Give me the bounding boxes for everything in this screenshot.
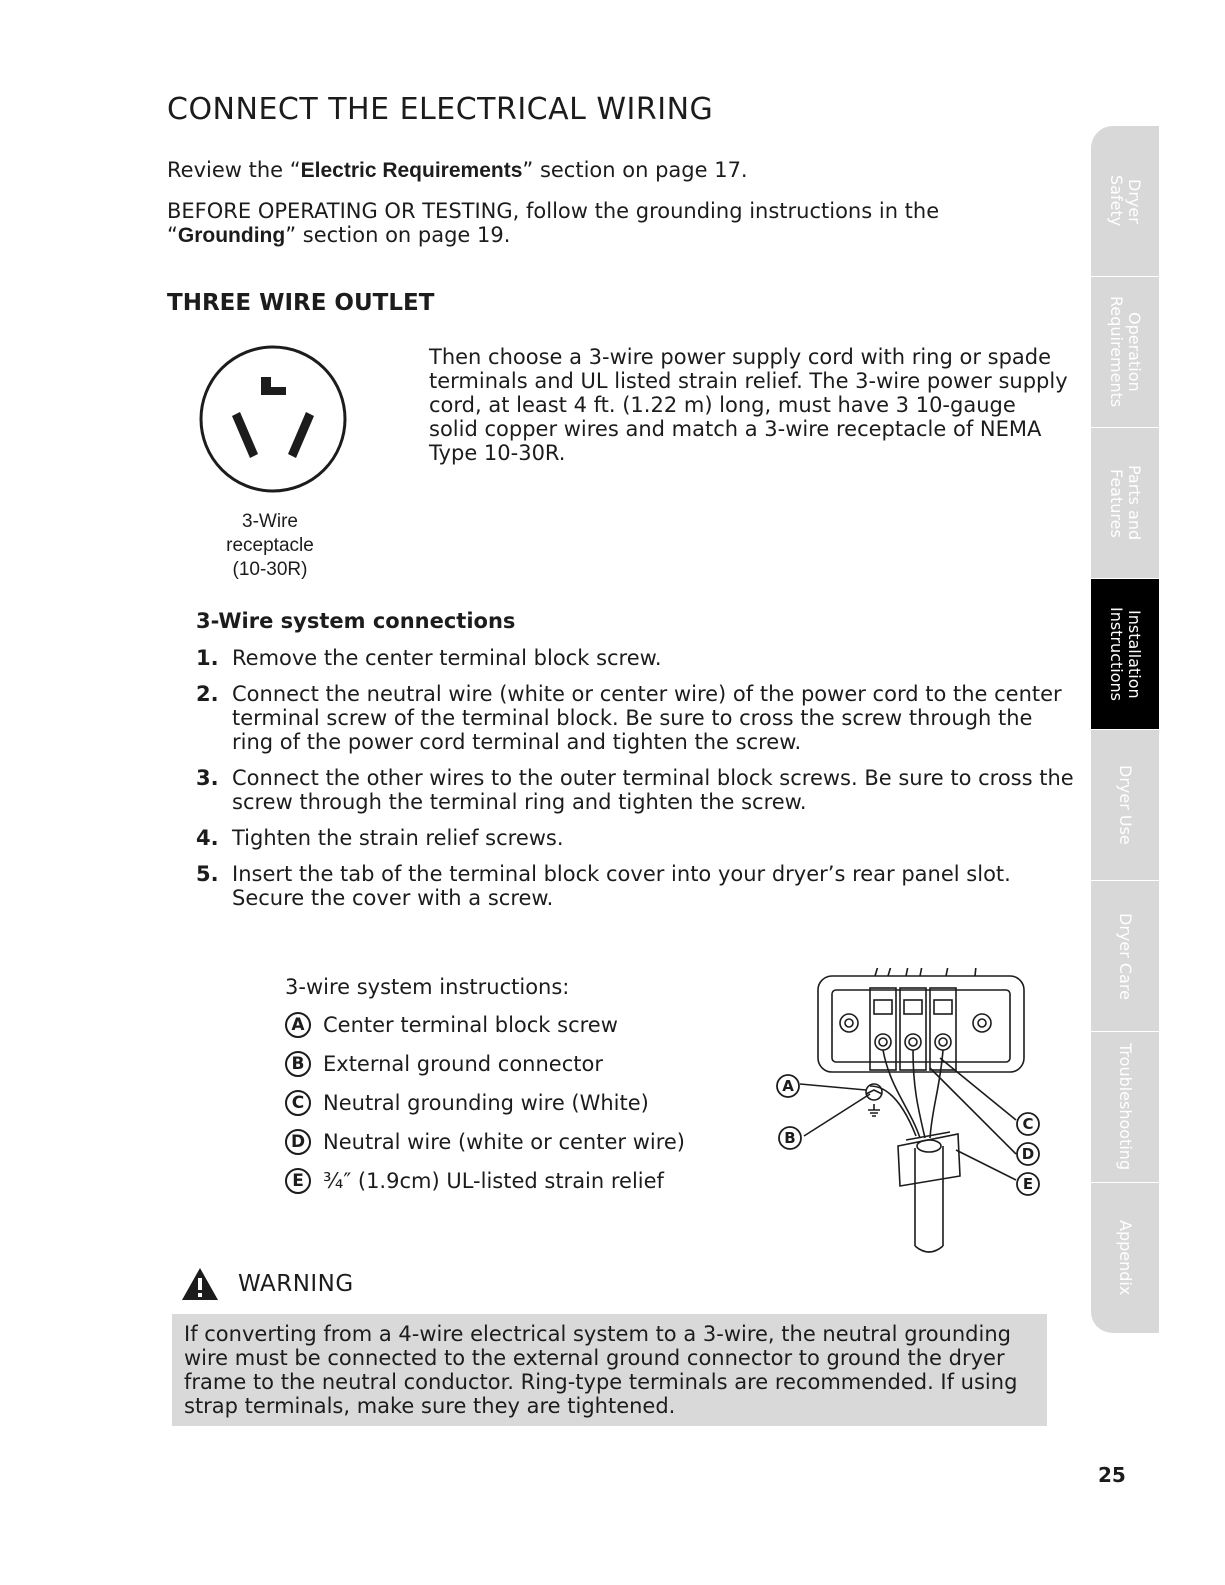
tab-installation-instructions[interactable]: Installation Instructions bbox=[1091, 579, 1159, 730]
page-number: 25 bbox=[1098, 1463, 1126, 1487]
power-cord-description: Then choose a 3-wire power supply cord with ring or spade terminals and UL listed strain relief. The 3-wire power supply cord, at least 4 ft. (1.22 m) long, must have 3 10-gauge solid copper wires and match a 3-wire receptacle of NEMA Type 10-30R. bbox=[429, 345, 1068, 465]
step-item: 4. Tighten the strain relief screws. bbox=[196, 826, 564, 850]
letter-b-icon: B bbox=[285, 1051, 311, 1077]
warning-triangle-icon bbox=[180, 1266, 220, 1302]
connection-steps bbox=[196, 646, 1076, 922]
diagram-label-a: A bbox=[782, 1077, 794, 1095]
tab-dryer-use[interactable]: Dryer Use bbox=[1091, 730, 1159, 881]
letter-a-icon: A bbox=[285, 1012, 311, 1038]
legend-item: A Center terminal block screw bbox=[285, 1012, 755, 1038]
tab-parts-and-features[interactable]: Parts and Features bbox=[1091, 428, 1159, 579]
diagram-legend bbox=[285, 975, 755, 1207]
diagram-label-b: B bbox=[784, 1129, 796, 1147]
receptacle-caption: 3-Wire receptacle (10-30R) bbox=[226, 511, 314, 580]
before-operating-paragraph: BEFORE OPERATING OR TESTING, follow the grounding instructions in the “Grounding” section on page 19. bbox=[167, 199, 940, 247]
receptacle-3wire-icon bbox=[198, 344, 348, 494]
page-title: CONNECT THE ELECTRICAL WIRING bbox=[167, 92, 714, 127]
tab-dryer-safety[interactable]: Dryer Safety bbox=[1091, 126, 1159, 277]
section-tabs bbox=[1091, 126, 1159, 1334]
warning-header bbox=[180, 1266, 354, 1302]
warning-label: WARNING bbox=[238, 1271, 354, 1297]
legend-item: B External ground connector bbox=[285, 1051, 755, 1077]
diagram-label-e: E bbox=[1022, 1175, 1034, 1193]
tab-operation-requirements[interactable]: Operation Requirements bbox=[1091, 277, 1159, 428]
letter-d-icon: D bbox=[285, 1129, 311, 1155]
letter-c-icon: C bbox=[285, 1090, 311, 1116]
grounding-ref: Grounding bbox=[177, 224, 286, 247]
electric-requirements-ref: Electric Requirements bbox=[300, 159, 523, 182]
diagram-label-c: C bbox=[1022, 1115, 1034, 1133]
section-title: THREE WIRE OUTLET bbox=[167, 290, 435, 316]
step-item: 3. Connect the other wires to the outer terminal block screws. Be sure to cross the screw through the terminal ring and tighten the screw. bbox=[196, 766, 1074, 814]
diagram-label-d: D bbox=[1021, 1145, 1035, 1163]
legend-item: C Neutral grounding wire (White) bbox=[285, 1090, 755, 1116]
step-item: 5. Insert the tab of the terminal block cover into your dryer’s rear panel slot. Secure the cover with a screw. bbox=[196, 862, 1011, 910]
letter-e-icon: E bbox=[285, 1168, 311, 1194]
connections-title: 3-Wire system connections bbox=[196, 609, 516, 633]
legend-item: E ¾″ (1.9cm) UL-listed strain relief bbox=[285, 1168, 755, 1194]
tab-dryer-care[interactable]: Dryer Care bbox=[1091, 881, 1159, 1032]
step-item: 2. Connect the neutral wire (white or center wire) of the power cord to the center terminal screw of the terminal block. Be sure to cross the screw through the ring of the power cord terminal and tighten the screw. bbox=[196, 682, 1062, 754]
legend-item: D Neutral wire (white or center wire) bbox=[285, 1129, 755, 1155]
tab-troubleshooting[interactable]: Troubleshooting bbox=[1091, 1032, 1159, 1183]
step-item: 1. Remove the center terminal block screw. bbox=[196, 646, 662, 670]
warning-text: If converting from a 4-wire electrical system to a 3-wire, the neutral grounding wire must be connected to the external ground connector to ground the dryer frame to the neutral conductor. Ring-type terminals are recommended. If using strap terminals, make sure they are tightened. bbox=[172, 1314, 1047, 1426]
tab-appendix[interactable]: Appendix bbox=[1091, 1183, 1159, 1334]
review-paragraph: Review the “Electric Requirements” section on page 17. bbox=[167, 158, 748, 182]
terminal-block-diagram bbox=[770, 968, 1070, 1258]
legend-title: 3-wire system instructions: bbox=[285, 975, 570, 999]
